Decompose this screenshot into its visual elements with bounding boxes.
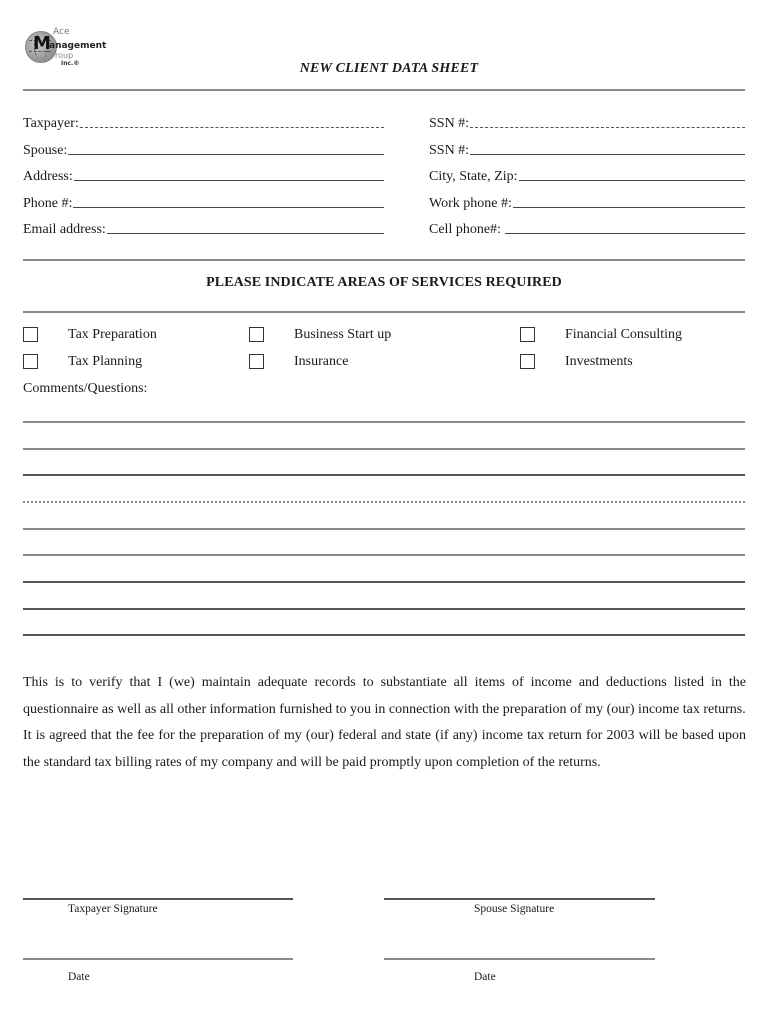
address-field[interactable] <box>23 167 384 185</box>
logo-text-group: roup <box>55 51 74 60</box>
phone-input-line[interactable] <box>73 207 384 208</box>
taxpayer-ssn-label: SSN #: <box>429 116 470 131</box>
email-field[interactable] <box>23 220 384 238</box>
financial-consulting-checkbox[interactable] <box>520 327 535 342</box>
spouse-signature-line[interactable] <box>384 898 655 900</box>
work-phone-field[interactable] <box>429 194 745 212</box>
financial-consulting-label: Financial Consulting <box>565 327 683 342</box>
city-state-zip-input-line[interactable] <box>519 180 745 181</box>
spouse-signature-label: Spouse Signature <box>474 903 555 915</box>
page-title: NEW CLIENT DATA SHEET <box>299 61 479 76</box>
spouse-date-line[interactable] <box>384 958 655 960</box>
spouse-ssn-input-line[interactable] <box>470 154 745 155</box>
business-startup-label: Business Start up <box>294 327 392 342</box>
comment-line[interactable] <box>23 474 745 476</box>
business-startup-checkbox[interactable] <box>249 327 264 342</box>
services-divider <box>23 311 745 313</box>
email-label: Email address: <box>23 222 106 237</box>
spouse-input-line[interactable] <box>68 154 384 155</box>
spouse-field[interactable] <box>23 141 384 159</box>
tax-preparation-checkbox[interactable] <box>23 327 38 342</box>
verification-paragraph: This is to verify that I (we) maintain adequate records to substantiate all items of income and deductions listed in the questionnaire as well as all other information furnished to you in connection with the preparation of my (our) income tax returns. <box>23 675 746 717</box>
investments-label: Investments <box>565 354 633 369</box>
phone-field[interactable] <box>23 194 384 212</box>
title-divider <box>23 89 745 91</box>
taxpayer-date-line[interactable] <box>23 958 293 960</box>
spouse-ssn-field[interactable] <box>429 141 745 159</box>
agreement-text <box>23 670 746 776</box>
comments-label: Comments/Questions: <box>23 381 148 396</box>
services-heading: PLEASE INDICATE AREAS OF SERVICES REQUIRED <box>206 275 562 290</box>
taxpayer-field[interactable] <box>23 114 384 132</box>
city-state-zip-label: City, State, Zip: <box>429 169 518 184</box>
comment-line[interactable] <box>23 554 745 556</box>
cell-phone-field[interactable] <box>429 220 745 238</box>
spouse-ssn-label: SSN #: <box>429 143 470 158</box>
work-phone-input-line[interactable] <box>513 207 745 208</box>
spouse-label: Spouse: <box>23 143 68 158</box>
logo-text-management: anagement <box>49 41 107 51</box>
comment-line[interactable] <box>23 634 745 636</box>
taxpayer-input-line[interactable] <box>80 127 384 128</box>
comment-line[interactable] <box>23 608 745 610</box>
taxpayer-ssn-field[interactable] <box>429 114 745 132</box>
cell-phone-label: Cell phone#: <box>429 222 505 237</box>
comment-line[interactable] <box>23 421 745 423</box>
taxpayer-signature-line[interactable] <box>23 898 293 900</box>
comment-line[interactable] <box>23 501 745 503</box>
investments-checkbox[interactable] <box>520 354 535 369</box>
address-input-line[interactable] <box>74 180 384 181</box>
insurance-checkbox[interactable] <box>249 354 264 369</box>
tax-planning-label: Tax Planning <box>68 354 143 369</box>
tax-planning-checkbox[interactable] <box>23 354 38 369</box>
cell-phone-input-line[interactable] <box>505 233 745 234</box>
comment-line[interactable] <box>23 448 745 450</box>
phone-label: Phone #: <box>23 196 73 211</box>
taxpayer-label: Taxpayer: <box>23 116 79 131</box>
spouse-date-label: Date <box>474 971 496 983</box>
city-state-zip-field[interactable] <box>429 167 745 185</box>
comment-line[interactable] <box>23 528 745 530</box>
tax-preparation-label: Tax Preparation <box>68 327 157 342</box>
logo-text-inc: Inc.® <box>61 60 80 67</box>
comment-line[interactable] <box>23 581 745 583</box>
address-label: Address: <box>23 169 73 184</box>
email-input-line[interactable] <box>107 233 384 234</box>
taxpayer-signature-label: Taxpayer Signature <box>68 903 158 915</box>
taxpayer-ssn-input-line[interactable] <box>470 127 745 128</box>
logo-text-ace: Ace <box>53 27 70 37</box>
taxpayer-date-label: Date <box>68 971 90 983</box>
logo-text-m: M <box>33 33 51 54</box>
work-phone-label: Work phone #: <box>429 196 512 211</box>
insurance-label: Insurance <box>294 354 349 369</box>
fee-agreement-paragraph: It is agreed that the fee for the preparation of my (our) federal and state (if any) income tax return for 2003 will be based upon the standard tax billing rates of my company and will be paid promptly upon completion of the returns. <box>23 728 746 770</box>
fields-divider <box>23 259 745 261</box>
